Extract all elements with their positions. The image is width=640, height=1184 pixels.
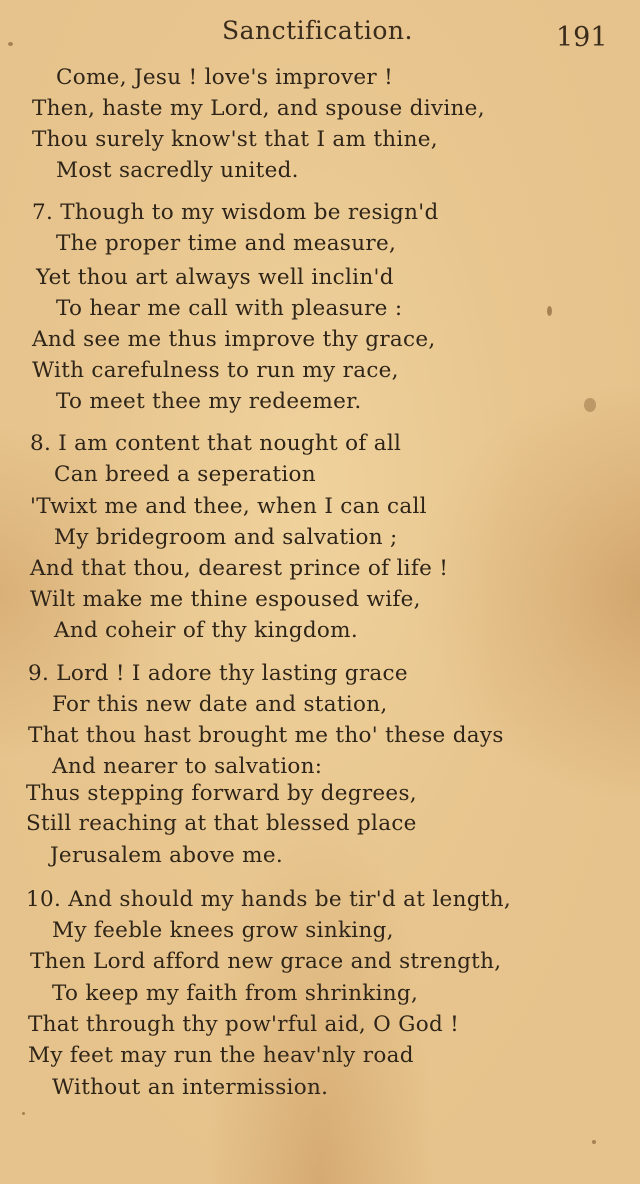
verse-line: Thou surely know'st that I am thine, — [32, 127, 438, 152]
verse-line: My bridegroom and salvation ; — [54, 525, 398, 550]
verse-line: That thou hast brought me tho' these days — [28, 723, 504, 748]
verse-line: Yet thou art always well inclin'd — [36, 265, 394, 290]
verse-line: My feeble knees grow sinking, — [52, 918, 394, 943]
verse-line: Without an intermission. — [52, 1075, 329, 1100]
verse-line: For this new date and station, — [52, 692, 388, 717]
verse-line: And that thou, dearest prince of life ! — [30, 556, 449, 581]
verse-line: To meet thee my redeemer. — [56, 389, 362, 414]
verse-line: That through thy pow'rful aid, O God ! — [28, 1012, 460, 1037]
verse-line: And coheir of thy kingdom. — [54, 618, 358, 643]
ink-speck — [22, 1112, 25, 1115]
verse-line: My feet may run the heav'nly road — [28, 1043, 414, 1068]
verse-line: The proper time and measure, — [56, 231, 397, 256]
page-header — [0, 12, 640, 52]
stanza-first-line: 7. Though to my wisdom be resign'd — [32, 200, 439, 225]
stanza-first-line: 9. Lord ! I adore thy lasting grace — [28, 661, 408, 686]
verse-line: To hear me call with pleasure : — [56, 296, 403, 321]
verse-line: Then, haste my Lord, and spouse divine, — [32, 96, 485, 121]
verse-line: Still reaching at that blessed place — [26, 811, 417, 836]
verse-line: Come, Jesu ! love's improver ! — [56, 65, 394, 90]
verse-line: And nearer to salvation: — [52, 754, 323, 779]
running-title: Sanctification. — [222, 16, 413, 45]
ink-speck — [592, 1140, 596, 1144]
verse-line: With carefulness to run my race, — [32, 358, 399, 383]
verse-line: Jerusalem above me. — [50, 843, 284, 868]
verse-line: Thus stepping forward by degrees, — [26, 781, 417, 806]
verse-line: Wilt make me thine espoused wife, — [30, 587, 421, 612]
ink-speck — [584, 398, 596, 412]
verse-line: Most sacredly united. — [56, 158, 299, 183]
verse-line: To keep my faith from shrinking, — [52, 981, 419, 1006]
verse-line: And see me thus improve thy grace, — [32, 327, 436, 352]
verse-line: Can breed a seperation — [54, 462, 316, 487]
ink-speck — [547, 306, 552, 316]
verse-line: 'Twixt me and thee, when I can call — [30, 494, 427, 519]
verse-line: Then Lord afford new grace and strength, — [30, 949, 502, 974]
ink-speck — [8, 42, 13, 46]
stanza-first-line: 10. And should my hands be tir'd at length, — [26, 887, 511, 912]
stanza-first-line: 8. I am content that nought of all — [30, 431, 402, 456]
page-number: 191 — [556, 22, 608, 53]
